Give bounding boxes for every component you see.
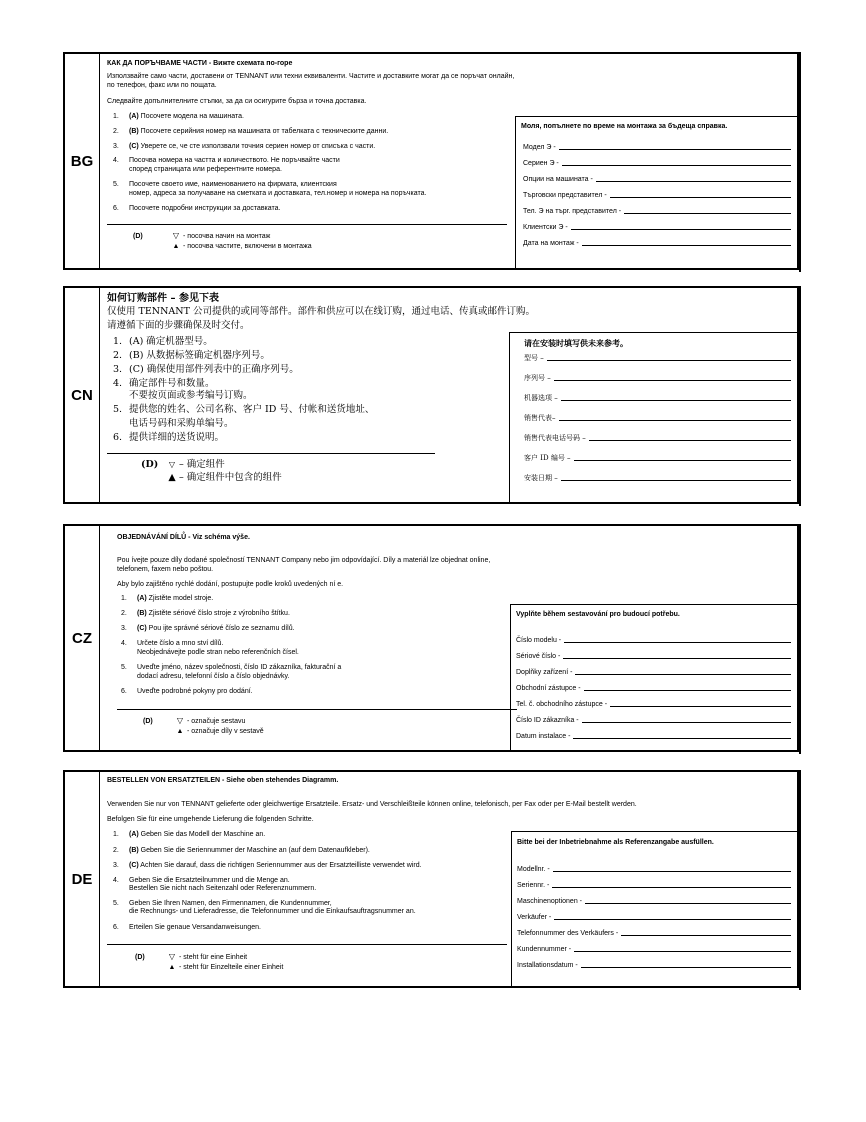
step-6: 6. Erteilen Sie genaue Versandanweisungen.	[113, 924, 261, 931]
section-title: 如何订购部件 – 参见下表	[107, 293, 219, 304]
follow-steps-text: Befolgen Sie für eine umgehende Lieferung die folgenden Schritte.	[107, 816, 314, 823]
reference-box	[510, 604, 797, 750]
intro-line-2: telefonem, faxem nebo poštou.	[117, 566, 214, 573]
step-5: 5. Посочете своето име, наименованието на фирмата, клиентския	[113, 181, 337, 188]
language-code: BG	[65, 54, 100, 268]
field-options[interactable]: Опции на машината -	[523, 175, 791, 184]
step-4-line-2: Neobjednávejte podle stran nebo referenčních čísel.	[137, 649, 299, 656]
section-bg	[63, 52, 799, 270]
legend-assembly: (D) ▽ - označuje sestavu	[143, 716, 246, 725]
step-5: 5. Geben Sie Ihren Namen, den Firmennamen, die Kundennummer,	[113, 900, 332, 907]
step-2: 2. (B) 从数据标签确定机器序列号。	[113, 350, 270, 361]
divider	[107, 944, 507, 945]
legend-assembly: (D) ▽ - steht für eine Einheit	[135, 952, 248, 961]
reference-title: Bitte bei der Inbetriebnahme als Referenzangabe ausfüllen.	[517, 839, 714, 846]
field-serial[interactable]: Seriennr. -	[517, 881, 791, 890]
step-4: 4. Geben Sie die Ersatzteilnummer und die Menge an.	[113, 877, 290, 884]
step-4-line-2: Bestellen Sie nicht nach Seitenzahl oder Referenznummern.	[129, 885, 317, 892]
intro-line-1: Pou ívejte pouze díly dodané společností TENNANT Company nebo jim odpovídající. Díly a materiál lze objednat online,	[117, 557, 491, 564]
step-4: 4. Посочва номера на частта и количеството. Не поръчвайте части	[113, 157, 340, 164]
section-cn	[63, 286, 799, 504]
step-6: 6. Uveďte podrobné pokyny pro dodání.	[121, 688, 253, 695]
field-sales-rep-phone[interactable]: Telefonnummer des Verkäufers -	[517, 929, 791, 938]
legend-assembly: (D) ▽ - посочва начин на монтаж	[133, 231, 271, 240]
step-3: 3. (C) 确保使用部件列表中的正确序列号。	[113, 364, 299, 375]
field-install-date[interactable]: Datum instalace -	[516, 732, 791, 741]
field-sales-rep[interactable]: 销售代表–	[524, 414, 791, 423]
field-options[interactable]: 机器选项 –	[524, 394, 791, 403]
language-code: CZ	[65, 526, 100, 750]
field-model[interactable]: Modellnr. -	[517, 865, 791, 874]
open-triangle-icon: ▽	[172, 231, 180, 240]
reference-title: Vyplňte během sestavování pro budoucí potřebu.	[516, 611, 680, 618]
field-sales-rep[interactable]: Obchodní zástupce -	[516, 684, 791, 693]
language-code: CN	[65, 288, 100, 502]
step-2: 2. (B) Zjistěte sériové číslo stroje z výrobního štítku.	[121, 610, 290, 617]
step-5-line-2: dodací adresu, telefonní číslo a číslo objednávky.	[137, 673, 290, 680]
intro-line-2: по телефон, факс или по пощата.	[107, 82, 217, 89]
step-3: 3. (C) Уверете се, че сте използвали точния сериен номер от списъка с части.	[113, 143, 376, 150]
step-1: 1. (A) 确定机器型号。	[113, 336, 213, 347]
step-5: 5. 提供您的姓名、公司名称、客户 ID 号、付帐和送货地址、	[113, 404, 375, 415]
field-customer-id[interactable]: Клиентски Э -	[523, 223, 791, 232]
open-triangle-icon: ▽	[168, 460, 176, 469]
field-sales-rep[interactable]: Търговски представител -	[523, 191, 791, 200]
section-de	[63, 770, 799, 988]
divider	[117, 709, 517, 710]
step-1: 1. (A) Geben Sie das Modell der Maschine an.	[113, 831, 266, 838]
filled-triangle-icon: ▲	[176, 728, 184, 735]
intro-line-1: Verwenden Sie nur von TENNANT gelieferte oder gleichwertige Ersatzteile. Ersatz- und Verschleißteile können online, telefonisch, per Fax oder per E-Mail bestellt werden.	[107, 801, 637, 808]
step-1: 1. (A) Посочете модела на машината.	[113, 113, 244, 120]
step-3: 3. (C) Pou ijte správné sériové číslo ze seznamu dílů.	[121, 625, 295, 632]
field-customer-id[interactable]: Číslo ID zákazníka -	[516, 716, 791, 725]
open-triangle-icon: ▽	[176, 716, 184, 725]
field-customer-id[interactable]: Kundennummer -	[517, 945, 791, 954]
section-cz	[63, 524, 799, 752]
follow-steps-text: Aby bylo zajištěno rychlé dodání, postupujte podle kroků uvedených ní e.	[117, 581, 344, 588]
field-sales-rep-phone[interactable]: Тел. Э на търг. представител -	[523, 207, 791, 216]
legend-parts: ▲ - označuje díly v sestavě	[173, 727, 264, 736]
reference-box	[515, 116, 797, 268]
filled-triangle-icon: ▲	[168, 472, 176, 483]
field-install-date[interactable]: Дата на монтаж -	[523, 239, 791, 248]
field-serial[interactable]: 序列号 –	[524, 374, 791, 383]
field-customer-id[interactable]: 客户 ID 编号 –	[524, 454, 791, 463]
section-title: КАК ДА ПОРЪЧВАМЕ ЧАСТИ - Вижте схемата по-горе	[107, 60, 293, 67]
intro-line-2: 请遵循下面的步骤确保及时交付。	[107, 320, 250, 331]
field-model[interactable]: Číslo modelu -	[516, 636, 791, 645]
field-model[interactable]: 型号 –	[524, 354, 791, 363]
section-title: OBJEDNÁVÁNÍ DÍLŮ - Viz schéma výše.	[117, 534, 250, 541]
step-5-line-2: 电话号码和采购单编号。	[129, 418, 234, 429]
field-sales-rep-phone[interactable]: 销售代表电话号码 –	[524, 434, 791, 443]
field-options[interactable]: Doplňky zařízení -	[516, 668, 791, 677]
open-triangle-icon: ▽	[168, 952, 176, 961]
step-4: 4. Určete číslo a mno ství dílů.	[121, 640, 224, 647]
divider	[107, 224, 507, 225]
intro-line-1: 仅使用 TENNANT 公司提供的或同等部件。部件和供应可以在线订购，通过电话、传真或邮件订购。	[107, 306, 535, 317]
step-4: 4. 确定部件号和数量。	[113, 378, 215, 389]
step-1: 1. (A) Zjistěte model stroje.	[121, 595, 214, 602]
step-4-line-2: 不要按页面或参考编号订购。	[129, 390, 253, 401]
divider	[107, 453, 435, 454]
section-title: BESTELLEN VON ERSATZTEILEN - Siehe oben stehendes Diagramm.	[107, 777, 339, 784]
field-sales-rep-phone[interactable]: Tel. č. obchodního zástupce -	[516, 700, 791, 709]
reference-title: Моля, попълнете по време на монтажа за бъдеща справка.	[521, 123, 728, 130]
legend-parts: ▲ - steht für Einzelteile einer Einheit	[165, 963, 283, 972]
step-2: 2. (B) Geben Sie die Seriennummer der Maschine an (auf dem Datenaufkleber).	[113, 847, 370, 854]
field-sales-rep[interactable]: Verkäufer -	[517, 913, 791, 922]
filled-triangle-icon: ▲	[168, 964, 176, 971]
reference-box	[509, 332, 797, 502]
step-5-line-2: номер, адреса за получаване на сметката и доставката, тел.номер и номера на поръчката.	[129, 190, 427, 197]
step-5: 5. Uveďte jméno, název společnosti, číslo ID zákazníka, fakturační a	[121, 664, 342, 671]
follow-steps-text: Следвайте допълнителните стъпки, за да си осигурите бърза и точна доставка.	[107, 98, 367, 105]
intro-line-1: Използвайте само части, доставени от TENNANT или техни еквиваленти. Частите и доставките могат да се поръчат онлайн,	[107, 73, 515, 80]
filled-triangle-icon: ▲	[172, 243, 180, 250]
field-serial[interactable]: Sériové číslo -	[516, 652, 791, 661]
field-install-date[interactable]: 安装日期 –	[524, 474, 791, 483]
step-2: 2. (B) Посочете серийния номер на машината от табелката с техническите данни.	[113, 128, 389, 135]
language-code: DE	[65, 772, 100, 986]
field-serial[interactable]: Сериен Э -	[523, 159, 791, 168]
legend-parts: ▲ - посочва частите, включени в монтажа	[169, 242, 312, 251]
step-3: 3. (C) Achten Sie darauf, dass die richtigen Seriennummer aus der Ersatzteilliste verwendet wird.	[113, 862, 422, 869]
field-model[interactable]: Модел Э -	[523, 143, 791, 152]
legend-assembly: (D) ▽ – 确定组件	[141, 459, 225, 470]
reference-box	[511, 831, 797, 986]
legend-parts: ▲ – 确定组件中包含的组件	[165, 472, 282, 484]
step-6: 6. Посочете подробни инструкции за доставката.	[113, 205, 281, 212]
field-options[interactable]: Maschinenoptionen -	[517, 897, 791, 906]
step-4-line-2: според страницата или референтните номера.	[129, 166, 282, 173]
field-install-date[interactable]: Installationsdatum -	[517, 961, 791, 970]
reference-title: 请在安装时填写供未来参考。	[524, 338, 628, 348]
step-6: 6. 提供详细的送货说明。	[113, 432, 225, 443]
step-5-line-2: die Rechnungs- und Lieferadresse, die Telefonnummer und die Einkaufsauftragsnummer an.	[129, 908, 416, 915]
